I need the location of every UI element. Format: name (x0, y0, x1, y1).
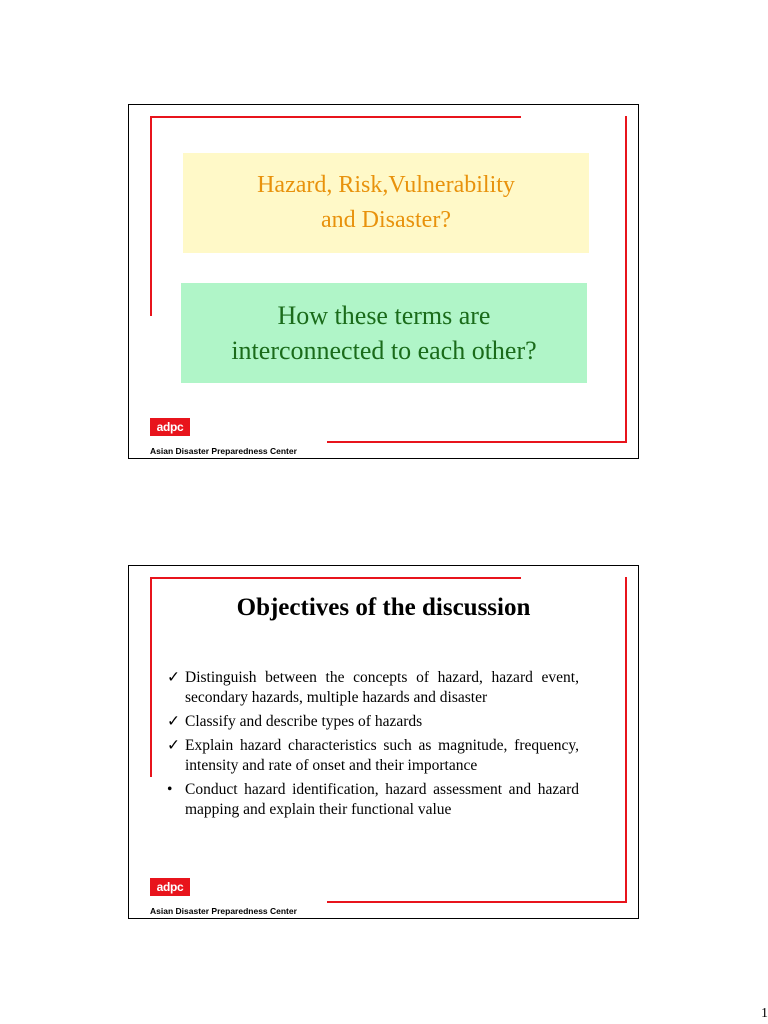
page-number: 1 (761, 1006, 768, 1021)
red-border-left (150, 116, 152, 316)
list-item (167, 780, 579, 820)
adpc-logo: adpc (150, 878, 190, 896)
check-icon: ✓ (167, 737, 180, 754)
objectives-list (167, 668, 579, 824)
list-item-text: Classify and describe types of hazards (185, 713, 423, 730)
list-item (167, 712, 579, 732)
list-item-text: Explain hazard characteristics such as magnitude, frequency, intensity and rate of onset and their importance (185, 737, 579, 774)
list-item (167, 668, 579, 708)
question-box (181, 283, 587, 383)
red-border-bottom (327, 901, 627, 903)
red-border-top (150, 116, 521, 118)
slide-title-line-2: and Disaster? (321, 207, 451, 233)
slide-2 (128, 565, 639, 919)
slide-title: Objectives of the discussion (236, 594, 531, 621)
question-line-2: interconnected to each other? (231, 336, 537, 365)
org-name: Asian Disaster Preparedness Center (150, 446, 297, 456)
check-icon: ✓ (167, 713, 180, 730)
list-item-text: Distinguish between the concepts of hazard, hazard event, secondary hazards, multiple hazards and disaster (185, 669, 579, 706)
red-border-bottom (327, 441, 627, 443)
red-border-right (625, 116, 627, 443)
title-box (183, 153, 589, 253)
list-item-text: Conduct hazard identification, hazard assessment and hazard mapping and explain their functional value (185, 781, 579, 818)
adpc-logo: adpc (150, 418, 190, 436)
question-line-1: How these terms are (277, 301, 491, 330)
org-name: Asian Disaster Preparedness Center (150, 906, 297, 916)
slide-1 (128, 104, 639, 459)
bullet-icon: • (167, 781, 173, 798)
slide-title-line-1: Hazard, Risk,Vulnerability (257, 172, 515, 198)
check-icon: ✓ (167, 669, 180, 686)
list-item (167, 736, 579, 776)
red-border-right (625, 577, 627, 903)
red-border-top (150, 577, 521, 579)
